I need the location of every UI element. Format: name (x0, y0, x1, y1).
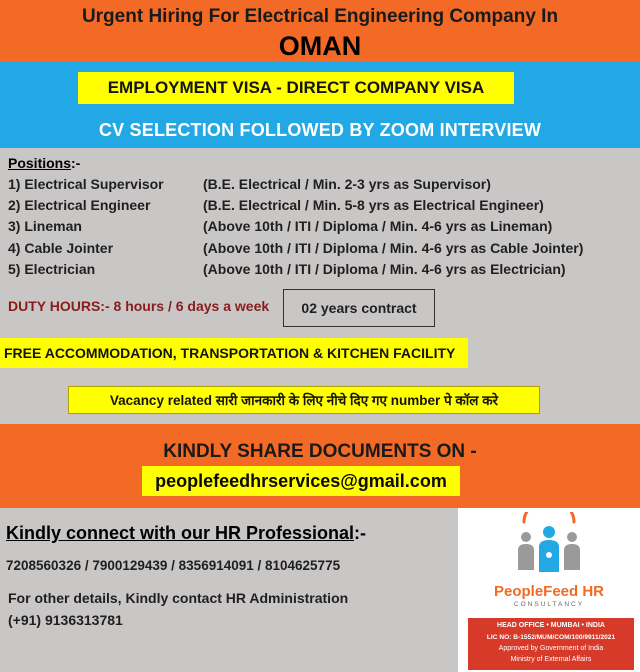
position-title: 2) Electrical Engineer (8, 197, 151, 213)
title-country: OMAN (278, 31, 362, 61)
position-title: 1) Electrical Supervisor (8, 176, 164, 192)
brand-subtitle: CONSULTANCY (513, 601, 585, 608)
selection-process: CV SELECTION FOLLOWED BY ZOOM INTERVIEW (98, 120, 542, 140)
position-requirement: (B.E. Electrical / Min. 2-3 yrs as Supervisor) (203, 176, 491, 192)
visa-highlight: EMPLOYMENT VISA - DIRECT COMPANY VISA (78, 72, 514, 104)
ministry-text: Ministry of External Affairs (510, 656, 592, 663)
head-office: HEAD OFFICE • MUMBAI • INDIA (497, 622, 605, 629)
position-title: 5) Electrician (8, 261, 96, 277)
duty-hours: DUTY HOURS:- 8 hours / 6 days a week (8, 298, 270, 314)
people-group-icon (510, 512, 588, 574)
facilities-highlight: FREE ACCOMMODATION, TRANSPORTATION & KITCHEN FACILITY (0, 338, 468, 368)
position-requirement: (Above 10th / ITI / Diploma / Min. 4-6 yrs as Lineman) (203, 218, 553, 234)
positions-label-suffix: :- (71, 155, 81, 171)
admin-phone-number[interactable]: (+91) 9136313781 (8, 612, 123, 628)
approval-text: Approved by Government of India (498, 645, 604, 652)
share-heading: KINDLY SHARE DOCUMENTS ON - (163, 441, 477, 462)
contact-heading-label: Kindly connect with our HR Professional (6, 523, 355, 543)
vacancy-note: Vacancy related सारी जानकारी के लिए नीचे दिए गए number पे कॉल करे (68, 386, 540, 414)
license-number: LIC NO: B-1552/MUM/COM/100/9911/2021 (486, 634, 616, 641)
positions-label: Positions (8, 155, 72, 171)
hr-phone-numbers[interactable]: 7208560326 / 7900129439 / 8356914091 / 8104625775 (6, 558, 341, 573)
contact-heading-suffix: :- (354, 523, 367, 543)
title-line-1: Urgent Hiring For Electrical Engineering Company In (81, 6, 559, 27)
brand-name: PeopleFeed HR (493, 583, 605, 600)
position-title: 4) Cable Jointer (8, 240, 114, 256)
positions-heading (8, 155, 80, 171)
contact-heading (6, 523, 366, 544)
contract-box: 02 years contract (283, 289, 435, 327)
other-details-text: For other details, Kindly contact HR Administration (8, 590, 349, 606)
position-title: 3) Lineman (8, 218, 82, 234)
position-requirement: (B.E. Electrical / Min. 5-8 yrs as Electrical Engineer) (203, 197, 544, 213)
position-requirement: (Above 10th / ITI / Diploma / Min. 4-6 yrs as Electrician) (203, 261, 566, 277)
email-link[interactable]: peoplefeedhrservices@gmail.com (142, 466, 460, 496)
position-requirement: (Above 10th / ITI / Diploma / Min. 4-6 yrs as Cable Jointer) (203, 240, 584, 256)
